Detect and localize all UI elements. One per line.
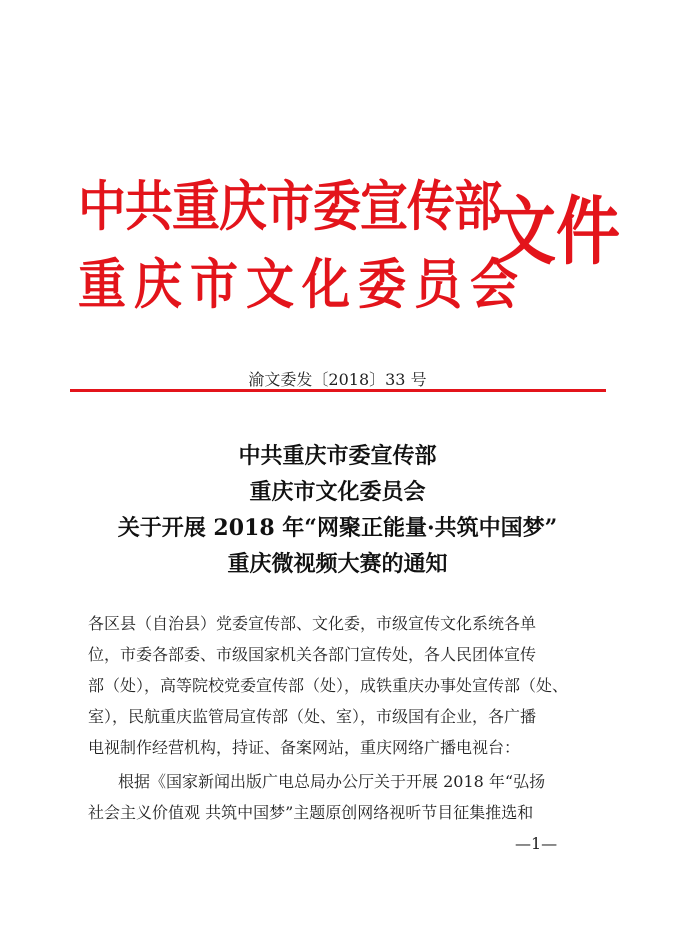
body-line: 各区县（自治县）党委宣传部、文化委，市级宣传文化系统各单 bbox=[88, 614, 537, 633]
page-number: —1— bbox=[515, 834, 558, 853]
body-line: 社会主义价值观 共筑中国梦”主题原创网络视听节目征集推选和 bbox=[88, 803, 534, 822]
body-line: 电视制作经营机构，持证、备案网站，重庆网络广播电视台： bbox=[88, 738, 521, 757]
title-line-2: 重庆市文化委员会 bbox=[249, 479, 426, 505]
body-line: 位，市委各部委、市级国家机关各部门宣传处，各人民团体宣传 bbox=[88, 645, 537, 664]
title-line-4: 重庆微视频大赛的通知 bbox=[227, 551, 448, 577]
title-line-3: 关于开展 2018 年“网聚正能量·共筑中国梦” bbox=[117, 515, 558, 541]
red-divider bbox=[70, 389, 606, 392]
doc-type-label: 文件 bbox=[492, 189, 620, 276]
body-line: 根据《国家新闻出版广电总局办公厅关于开展 2018 年“弘扬 bbox=[118, 772, 546, 791]
issuer-line-2: 重庆市文化委员会 bbox=[78, 253, 527, 317]
body-line: 部（处），高等院校党委宣传部（处），成铁重庆办事处宣传部（处、 bbox=[88, 676, 569, 695]
issuer-line-1: 中共重庆市委宣传部 bbox=[78, 175, 502, 239]
body-line: 室），民航重庆监管局宣传部（处、室），市级国有企业，各广播 bbox=[88, 707, 537, 726]
title-line-1: 中共重庆市委宣传部 bbox=[238, 443, 437, 469]
document-number: 渝文委发〔2018〕33 号 bbox=[248, 370, 427, 389]
